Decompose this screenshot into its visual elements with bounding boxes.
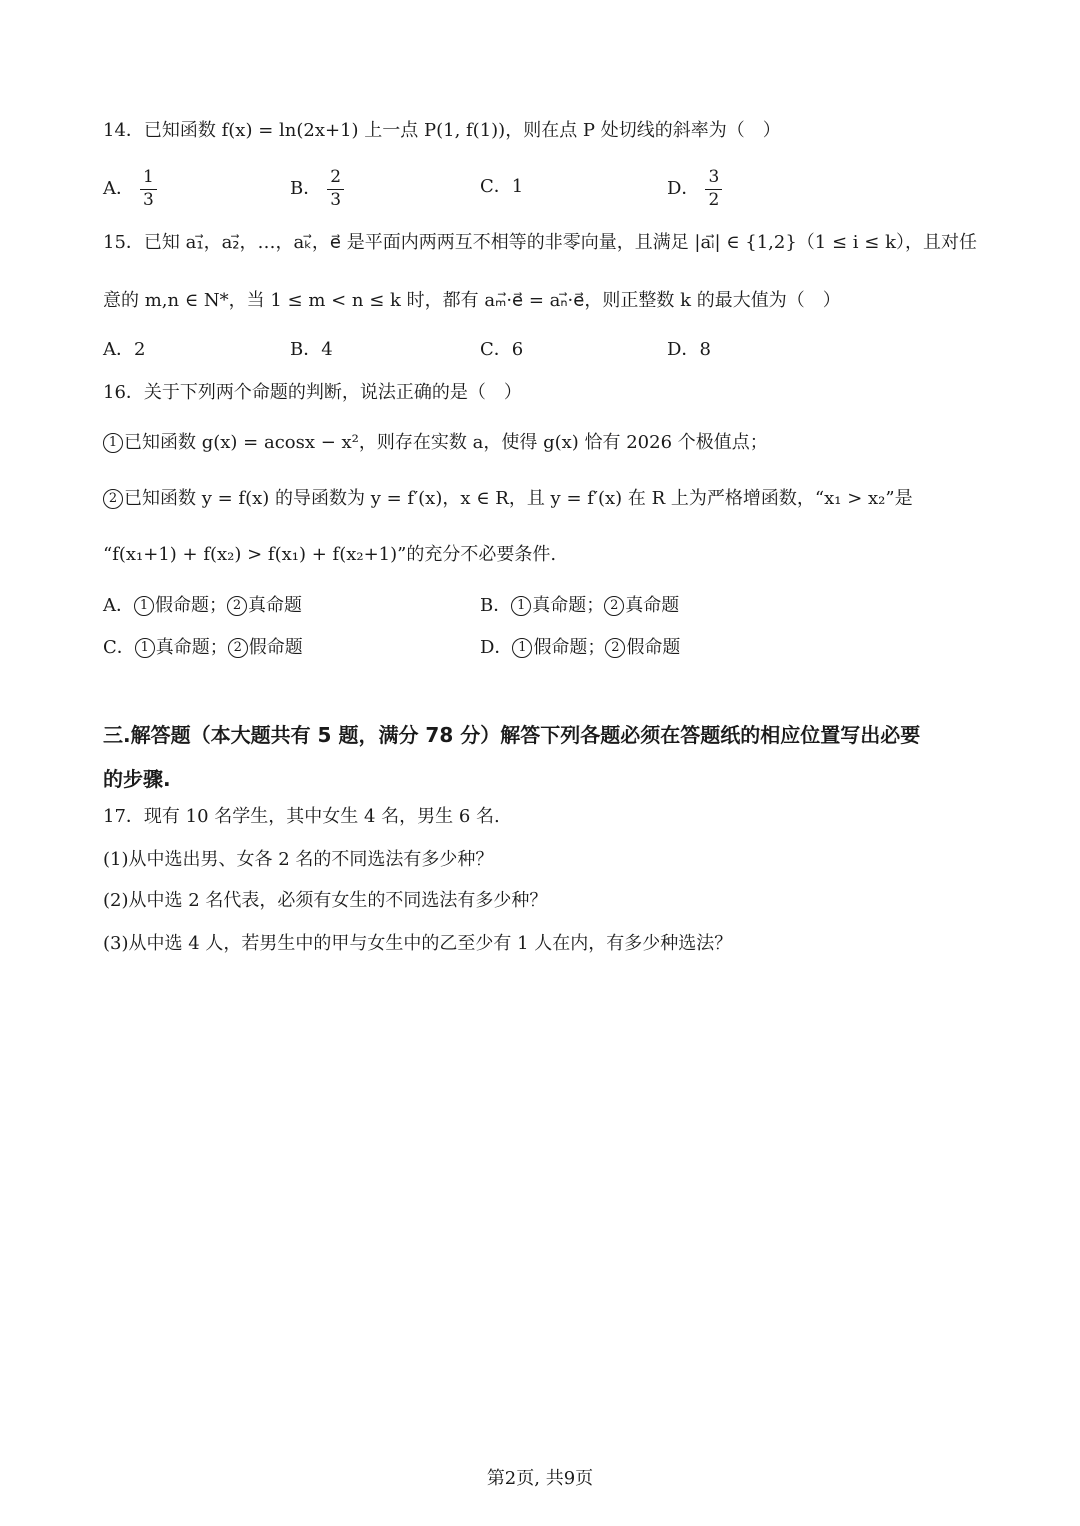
- circled-number-2: 2: [604, 596, 624, 616]
- page-number-footer: 第2页, 共9页: [486, 1468, 594, 1489]
- option-text: 真命题: [248, 595, 302, 616]
- circled-number-1: 1: [135, 638, 155, 658]
- option-label: D．: [480, 637, 513, 658]
- option-text: 真命题；: [532, 595, 605, 616]
- option-text: 真命题: [625, 595, 680, 616]
- option-label: C．: [480, 176, 512, 197]
- option-text: 假命题；: [533, 637, 606, 658]
- circled-number-2: 2: [103, 489, 123, 509]
- circled-number-2: 2: [605, 638, 625, 658]
- question-15-line-1: 15．已知 a₁⃗，a₂⃗，…，aₖ⃗，e⃗ 是平面内两两互不相等的非零向量，且满足 |aᵢ⃗| ∈ {1,2}（1 ≤ i ≤ k），且对任: [103, 232, 977, 253]
- section-3-heading-cont: 的步骤.: [103, 767, 171, 791]
- option-label: C．: [103, 637, 135, 658]
- q14-option-b: [290, 168, 344, 210]
- option-label: B．: [290, 339, 322, 360]
- proposition-text: 已知函数 g(x) = acosx − x²，则存在实数 a，使得 g(x) 恰有 2026 个极值点；: [124, 432, 768, 453]
- q17-part-1: (1)从中选出男、女各 2 名的不同选法有多少种？: [103, 849, 494, 870]
- q15-option-a: [103, 341, 145, 359]
- q17-part-3: (3)从中选 4 人，若男生中的甲与女生中的乙至少有 1 人在内，有多少种选法？: [103, 933, 733, 954]
- option-text: 6: [511, 339, 524, 360]
- option-text: 4: [321, 339, 333, 360]
- q14-option-d: [667, 168, 722, 210]
- fraction: $\frac{1}{3}$: [140, 168, 157, 210]
- q16-option-a: [103, 596, 302, 616]
- q16-option-d: [480, 638, 680, 658]
- q14-option-c: [480, 178, 523, 196]
- option-text: 1: [511, 176, 524, 197]
- q16-option-c: [103, 638, 303, 658]
- question-15-line-2: 意的 m,n ∈ N*，当 1 ≤ m < n ≤ k 时，都有 aₘ⃗·e⃗ = aₙ⃗·e⃗，则正整数 k 的最大值为（ ）: [103, 290, 841, 311]
- proposition-text: 已知函数 y = f(x) 的导函数为 y = f′(x)，x ∈ R，且 y = f′(x) 在 R 上为严格增函数，“x₁ > x₂”是: [124, 488, 913, 509]
- fraction: $\frac{3}{2}$: [705, 168, 722, 210]
- section-3-heading: 三.解答题（本大题共有 5 题，满分 78 分）解答下列各题必须在答题纸的相应位置写出必要: [103, 723, 921, 747]
- q16-proposition-2: [103, 489, 913, 509]
- q16-proposition-2-cont: “f(x₁+1) + f(x₂) > f(x₁) + f(x₂+1)”的充分不必要条件.: [103, 544, 557, 565]
- option-text: 假命题: [626, 637, 681, 658]
- q17-part-2: (2)从中选 2 名代表，必须有女生的不同选法有多少种？: [103, 890, 548, 911]
- q15-option-d: [667, 341, 711, 359]
- option-text: 假命题: [248, 637, 303, 658]
- option-label: A．: [103, 178, 134, 200]
- option-label: C．: [480, 339, 512, 360]
- circled-number-2: 2: [228, 638, 248, 658]
- option-label: D．: [667, 178, 700, 200]
- option-text: 真命题；: [155, 637, 228, 658]
- option-label: B．: [480, 595, 512, 616]
- question-14-stem: 14．已知函数 f(x) = ln(2x+1) 上一点 P(1, f(1))，则在点 P 处切线的斜率为（ ）: [103, 120, 781, 141]
- question-17-stem: 17．现有 10 名学生，其中女生 4 名，男生 6 名.: [103, 806, 500, 827]
- q15-option-c: [480, 341, 523, 359]
- question-16-stem: 16．关于下列两个命题的判断，说法正确的是（ ）: [103, 382, 522, 403]
- option-label: B．: [290, 178, 322, 200]
- q15-option-b: [290, 341, 333, 359]
- q14-option-a: [103, 168, 157, 210]
- option-label: A．: [103, 595, 134, 616]
- circled-number-1: 1: [103, 433, 123, 453]
- circled-number-1: 1: [134, 596, 154, 616]
- circled-number-1: 1: [512, 638, 532, 658]
- option-text: 2: [134, 339, 146, 360]
- option-text: 8: [699, 339, 711, 360]
- option-label: A．: [103, 339, 134, 360]
- option-label: D．: [667, 339, 700, 360]
- circled-number-2: 2: [227, 596, 247, 616]
- circled-number-1: 1: [511, 596, 531, 616]
- fraction: $\frac{2}{3}$: [327, 168, 344, 210]
- q16-option-b: [480, 596, 679, 616]
- q16-proposition-1: [103, 433, 768, 453]
- option-text: 假命题；: [155, 595, 227, 616]
